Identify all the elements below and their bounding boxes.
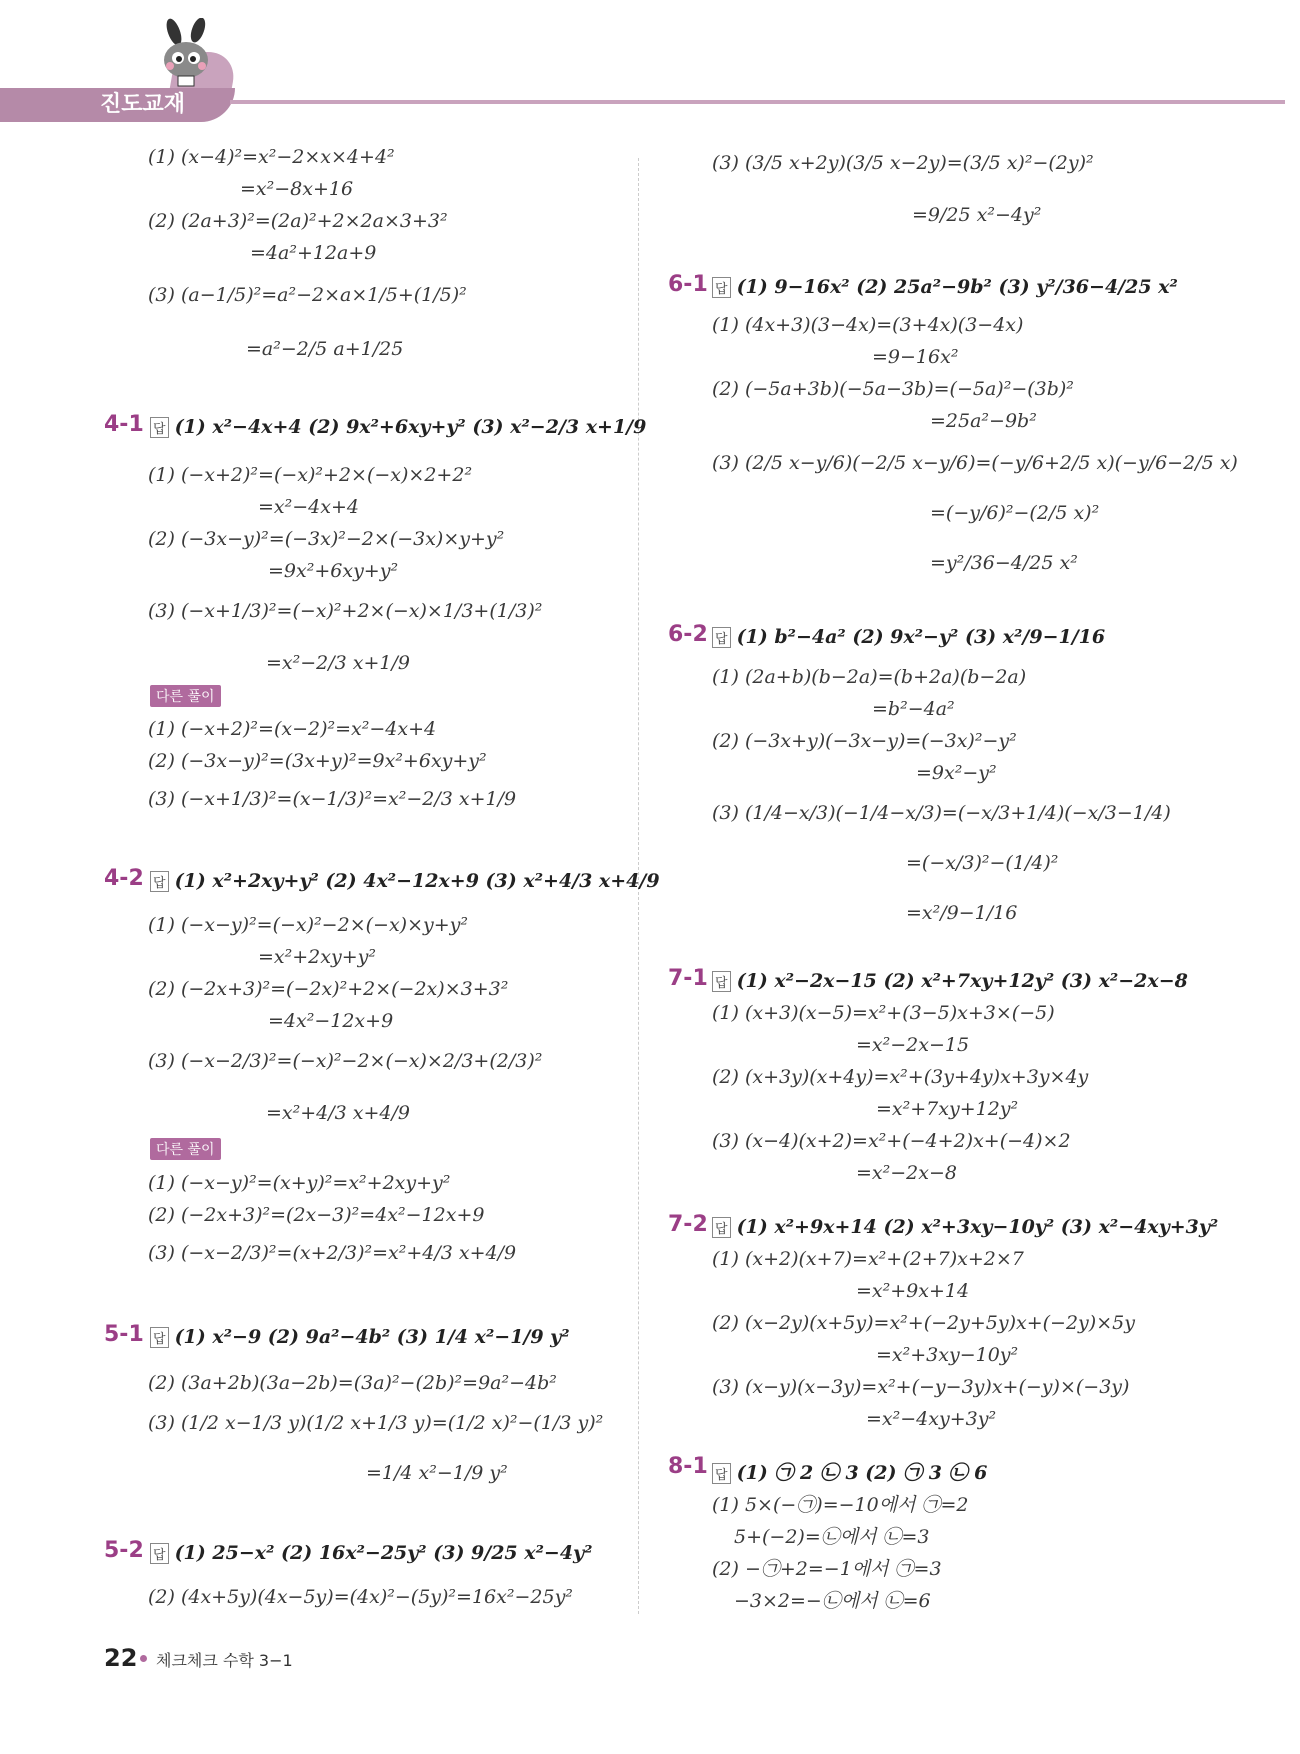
problem-number: 5-2 [104, 1538, 144, 1563]
solution-line: (2) (−2x+3)²=(2x−3)²=4x²−12x+9 [148, 1204, 485, 1226]
solution-line: (2) (x−2y)(x+5y)=x²+(−2y+5y)x+(−2y)×5y [712, 1312, 1135, 1334]
solution-line: (1) (−x−y)²=(−x)²−2×(−x)×y+y² [148, 914, 468, 936]
answer-tag: 답 [150, 1543, 169, 1564]
solution-line: (1) (−x+2)²=(x−2)²=x²−4x+4 [148, 718, 437, 740]
problem-number: 8-1 [668, 1454, 708, 1479]
solution-line: =(−x/3)²−(1/4)² [906, 852, 1059, 874]
solution-line: (2) (x+3y)(x+4y)=x²+(3y+4y)x+3y×4y [712, 1066, 1089, 1088]
solution-line: =x²−4x+4 [258, 496, 359, 518]
solution-line: (2) (−3x−y)²=(3x+y)²=9x²+6xy+y² [148, 750, 487, 772]
solution-line: =b²−4a² [872, 698, 955, 720]
solution-line: (1) (−x+2)²=(−x)²+2×(−x)×2+2² [148, 464, 473, 486]
solution-line: (1) (x+3)(x−5)=x²+(3−5)x+3×(−5) [712, 1002, 1055, 1024]
solution-line: (3) (−x−2/3)²=(x+2/3)²=x²+4/3 x+4/9 [148, 1242, 517, 1264]
answer-tag: 답 [150, 871, 169, 892]
solution-line: (3) (a−1/5)²=a²−2×a×1/5+(1/5)² [148, 284, 467, 306]
solution-line: =x²+9x+14 [856, 1280, 970, 1302]
solution-line: =x²−2x−8 [856, 1162, 957, 1184]
solution-line: (2) (2a+3)²=(2a)²+2×2a×3+3² [148, 210, 448, 232]
problem-number: 5-1 [104, 1322, 144, 1347]
solution-line: =9−16x² [872, 346, 959, 368]
solution-line: =a²−2/5 a+1/25 [246, 338, 404, 360]
solution-line: (2) −㉠+2=−1에서 ㉠=3 [712, 1558, 942, 1580]
solution-line: (3) (−x−2/3)²=(−x)²−2×(−x)×2/3+(2/3)² [148, 1050, 543, 1072]
solution-line: (3) (x−y)(x−3y)=x²+(−y−3y)x+(−y)×(−3y) [712, 1376, 1130, 1398]
solution-line: (3) (1/2 x−1/3 y)(1/2 x+1/3 y)=(1/2 x)²−(1/3 y)² [148, 1412, 604, 1434]
problem-number: 4-1 [104, 412, 144, 437]
book-title: 체크체크 수학 3−1 [156, 1651, 293, 1670]
solution-line: =4x²−12x+9 [268, 1010, 394, 1032]
solution-line: =25a²−9b² [930, 410, 1037, 432]
solution-line: =4a²+12a+9 [250, 242, 377, 264]
alt-solution-badge: 다른 풀이 [150, 685, 221, 707]
problem-number: 6-2 [668, 622, 708, 647]
answer-line: 답 (1) ㉠ 2 ㉡ 3 (2) ㉠ 3 ㉡ 6 [712, 1458, 987, 1485]
answer-tag: 답 [712, 971, 731, 992]
solution-line: (1) (x+2)(x+7)=x²+(2+7)x+2×7 [712, 1248, 1024, 1270]
solution-line: (2) (4x+5y)(4x−5y)=(4x)²−(5y)²=16x²−25y² [148, 1586, 573, 1608]
problem-number: 7-1 [668, 966, 708, 991]
solution-line: (1) (x−4)²=x²−2×x×4+4² [148, 146, 395, 168]
solution-line: =x²−2x−15 [856, 1034, 970, 1056]
answer-tag: 답 [712, 1463, 731, 1484]
footer-bullet [140, 1655, 147, 1662]
solution-line: =y²/36−4/25 x² [930, 552, 1078, 574]
solution-line: 5+(−2)=㉡에서 ㉡=3 [734, 1526, 930, 1548]
answer-line: 답 (1) x²−9 (2) 9a²−4b² (3) 1/4 x²−1/9 y² [150, 1326, 570, 1348]
solution-line: (3) (−x+1/3)²=(x−1/3)²=x²−2/3 x+1/9 [148, 788, 517, 810]
answer-line: 답 (1) 9−16x² (2) 25a²−9b² (3) y²/36−4/25 x² [712, 276, 1178, 298]
answer-tag: 답 [712, 627, 731, 648]
solution-line: (3) (3/5 x+2y)(3/5 x−2y)=(3/5 x)²−(2y)² [712, 152, 1094, 174]
solution-line: =x²+2xy+y² [258, 946, 376, 968]
solution-line: =x²+3xy−10y² [876, 1344, 1019, 1366]
solution-line: −3×2=−㉡에서 ㉡=6 [734, 1590, 931, 1612]
answer-tag: 답 [150, 417, 169, 438]
solution-line: (3) (x−4)(x+2)=x²+(−4+2)x+(−4)×2 [712, 1130, 1071, 1152]
solution-line: =x²−8x+16 [240, 178, 354, 200]
solution-line: =(−y/6)²−(2/5 x)² [930, 502, 1100, 524]
solution-line: (1) (−x−y)²=(x+y)²=x²+2xy+y² [148, 1172, 451, 1194]
problem-number: 6-1 [668, 272, 708, 297]
solution-line: (2) (−5a+3b)(−5a−3b)=(−5a)²−(3b)² [712, 378, 1074, 400]
solution-line: (3) (−x+1/3)²=(−x)²+2×(−x)×1/3+(1/3)² [148, 600, 543, 622]
solution-line: =1/4 x²−1/9 y² [366, 1462, 508, 1484]
solution-line: (2) (−3x+y)(−3x−y)=(−3x)²−y² [712, 730, 1017, 752]
answer-tag: 답 [150, 1327, 169, 1348]
solution-line: =x²−4xy+3y² [866, 1408, 997, 1430]
solution-line: (3) (2/5 x−y/6)(−2/5 x−y/6)=(−y/6+2/5 x)(−y/6−2/5 x) [712, 452, 1238, 474]
solution-line: =9/25 x²−4y² [912, 204, 1042, 226]
solution-line: (1) 5×(−㉠)=−10에서 ㉠=2 [712, 1494, 969, 1516]
problem-number: 4-2 [104, 866, 144, 891]
problem-number: 7-2 [668, 1212, 708, 1237]
solution-line: (2) (3a+2b)(3a−2b)=(3a)²−(2b)²=9a²−4b² [148, 1372, 557, 1394]
solution-line: =x²+4/3 x+4/9 [266, 1102, 411, 1124]
answer-line: 답 (1) x²+2xy+y² (2) 4x²−12x+9 (3) x²+4/3 x+4/9 [150, 870, 660, 892]
solution-line: (2) (−3x−y)²=(−3x)²−2×(−3x)×y+y² [148, 528, 505, 550]
solution-line: (3) (1/4−x/3)(−1/4−x/3)=(−x/3+1/4)(−x/3−1/4) [712, 802, 1171, 824]
mascot-icon [152, 18, 222, 90]
header-rule [230, 100, 1285, 104]
solution-line: (1) (2a+b)(b−2a)=(b+2a)(b−2a) [712, 666, 1027, 688]
page-number: 22 [104, 1644, 138, 1672]
solution-line: (1) (4x+3)(3−4x)=(3+4x)(3−4x) [712, 314, 1024, 336]
answer-tag: 답 [712, 1217, 731, 1238]
answer-tag: 답 [712, 277, 731, 298]
section-title: 진도교재 [100, 92, 186, 117]
solution-line: =x²/9−1/16 [906, 902, 1018, 924]
answer-line: 답 (1) b²−4a² (2) 9x²−y² (3) x²/9−1/16 [712, 626, 1105, 648]
answer-line: 답 (1) 25−x² (2) 16x²−25y² (3) 9/25 x²−4y² [150, 1542, 592, 1564]
answer-line: 답 (1) x²−2x−15 (2) x²+7xy+12y² (3) x²−2x−8 [712, 970, 1188, 992]
alt-solution-badge: 다른 풀이 [150, 1138, 221, 1160]
solution-line: (2) (−2x+3)²=(−2x)²+2×(−2x)×3+3² [148, 978, 509, 1000]
answer-line: 답 (1) x²+9x+14 (2) x²+3xy−10y² (3) x²−4xy+3y² [712, 1216, 1218, 1238]
solution-line: =9x²+6xy+y² [268, 560, 399, 582]
solution-line: =9x²−y² [916, 762, 997, 784]
answer-line: 답 (1) x²−4x+4 (2) 9x²+6xy+y² (3) x²−2/3 x+1/9 [150, 416, 646, 438]
solution-line: =x²+7xy+12y² [876, 1098, 1019, 1120]
solution-line: =x²−2/3 x+1/9 [266, 652, 411, 674]
